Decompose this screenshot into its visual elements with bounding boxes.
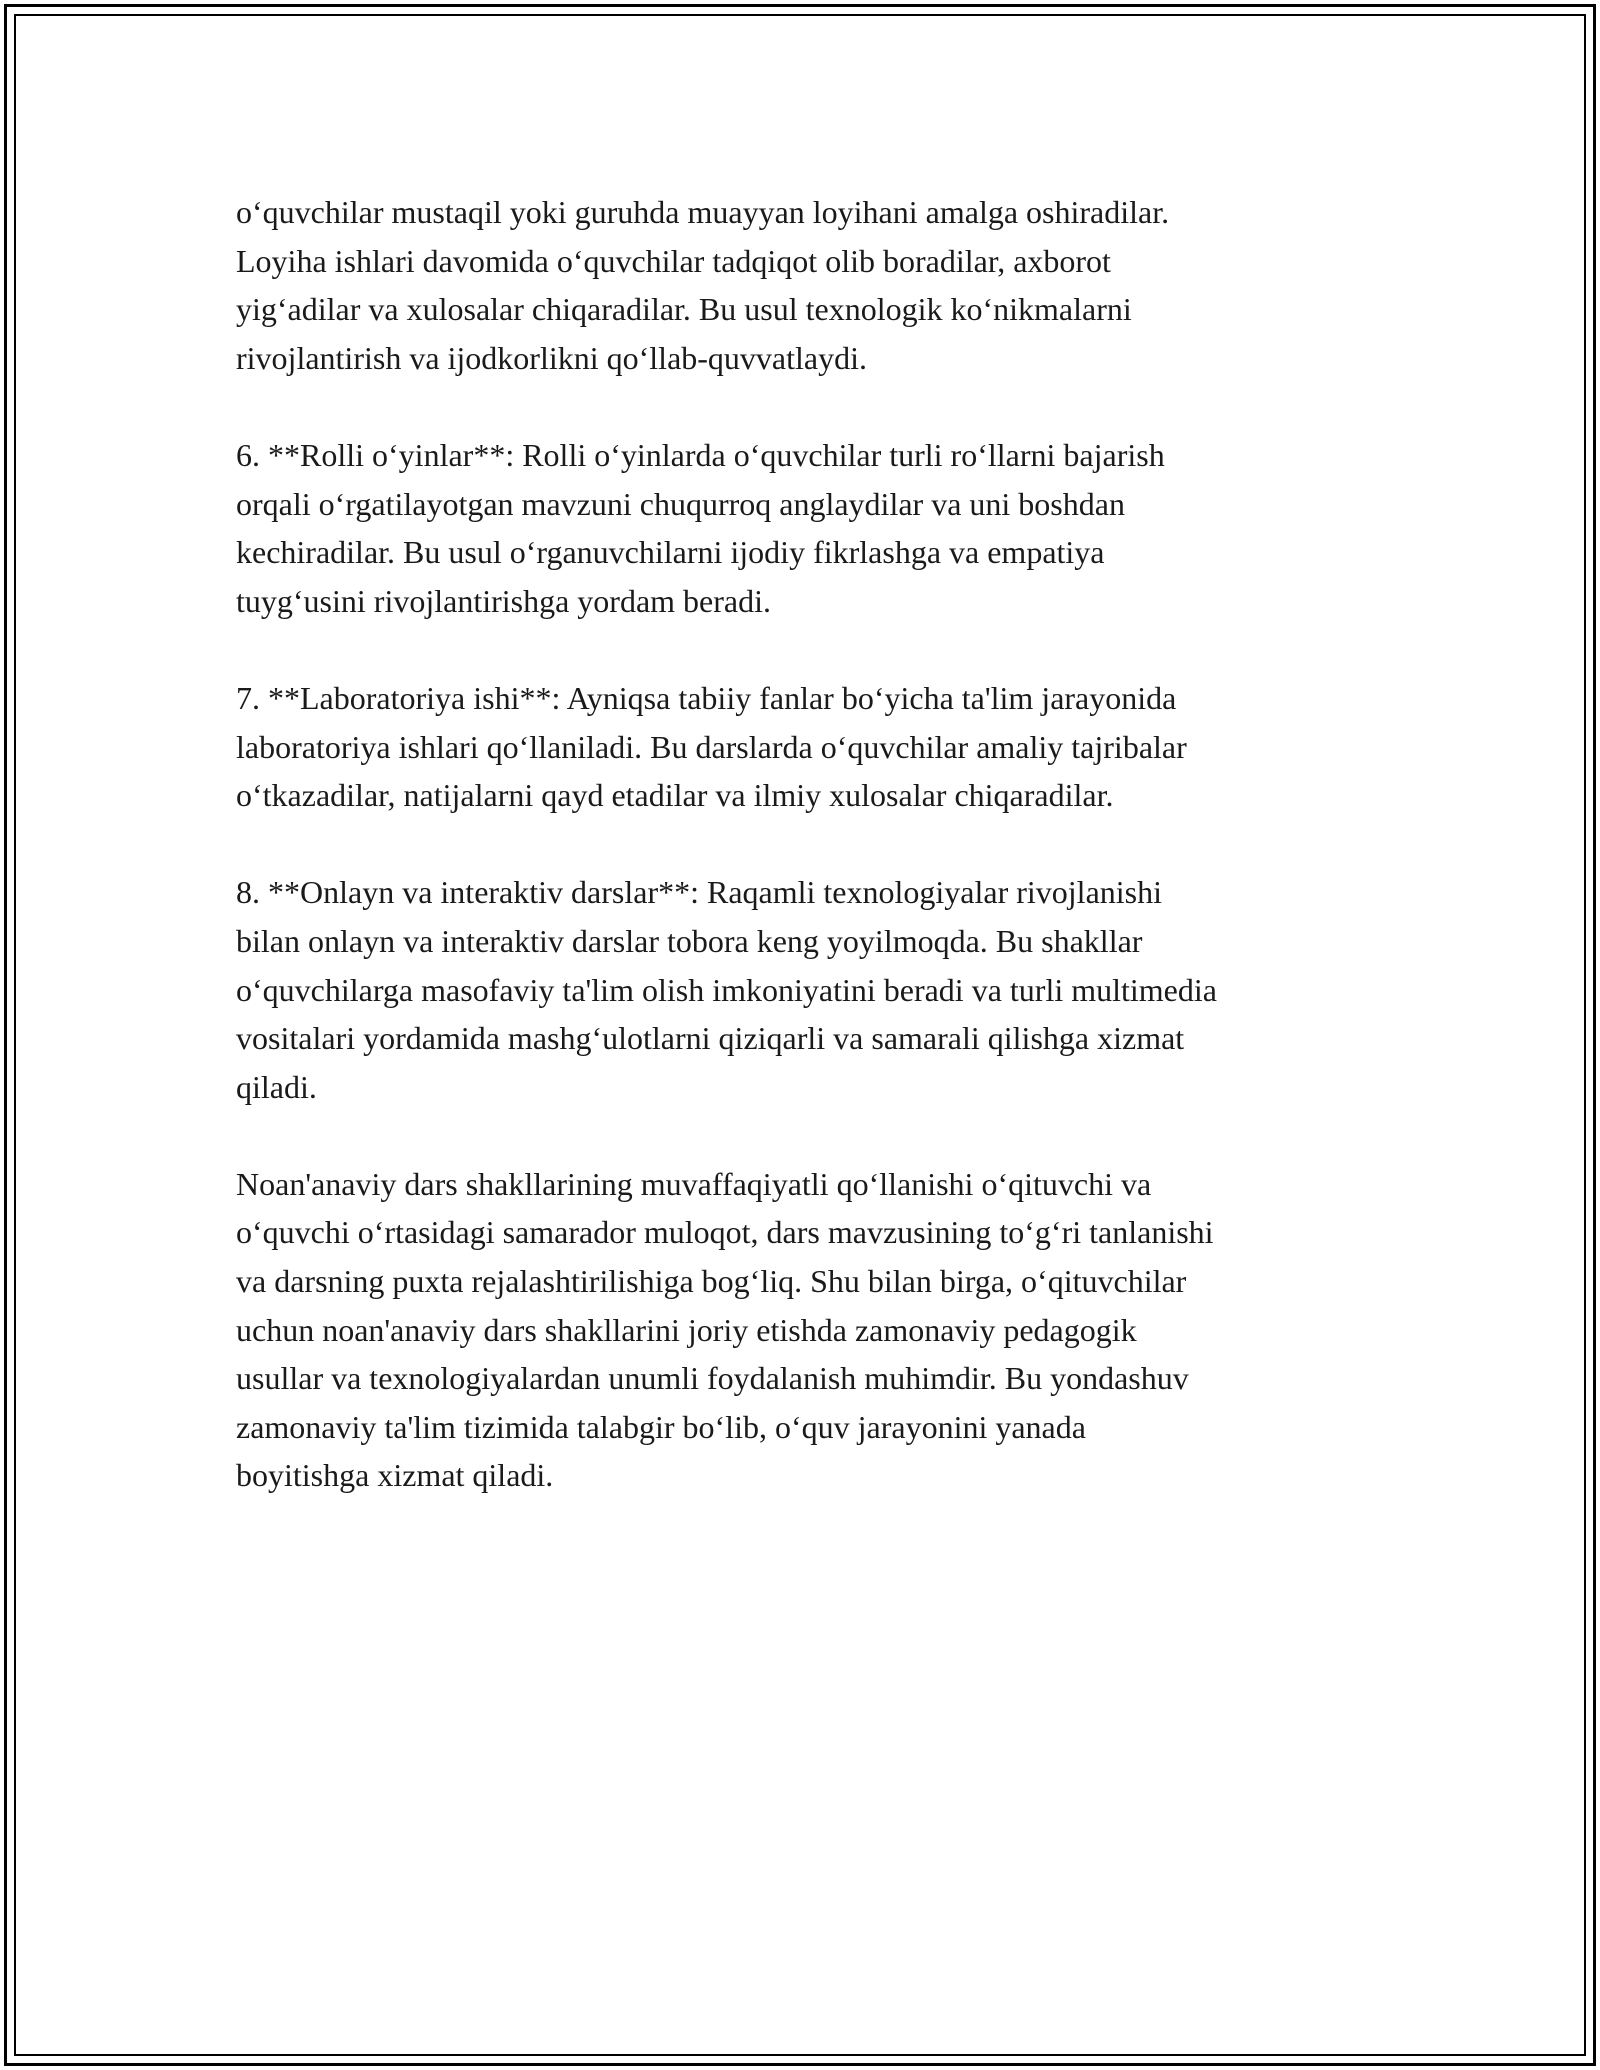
text-line: uchun noan'anaviy dars shakllarini joriy etishda zamonaviy pedagogik — [236, 1311, 1137, 1348]
text-line: zamonaviy ta'lim tizimida talabgir bo‘lib, o‘quv jarayonini yanada — [236, 1408, 1086, 1445]
text-line: o‘tkazadilar, natijalarni qayd etadilar va ilmiy xulosalar chiqaradilar. — [236, 777, 1114, 814]
text-line: o‘quvchilar mustaqil yoki guruhda muayyan loyihani amalga oshiradilar. — [236, 194, 1170, 230]
text-line: qiladi. — [236, 1068, 317, 1105]
text-line: usullar va texnologiyalardan unumli foydalanish muhimdir. Bu yondashuv — [236, 1360, 1189, 1397]
text-line: vositalari yordamida mashg‘ulotlarni qiziqarli va samarali qilishga xizmat — [236, 1020, 1185, 1057]
paragraph-project-method — [236, 188, 1376, 382]
text-line: laboratoriya ishlari qo‘llaniladi. Bu darslarda o‘quvchilar amaliy tajribalar — [236, 728, 1187, 765]
text-line: boyitishga xizmat qiladi. — [236, 1457, 554, 1494]
paragraph-role-play — [236, 431, 1376, 625]
paragraph-online-lessons — [236, 868, 1376, 1111]
text-line: bilan onlayn va interaktiv darslar tobora keng yoyilmoqda. Bu shakllar — [236, 922, 1143, 959]
text-line: kechiradilar. Bu usul o‘rganuvchilarni ijodiy fikrlashga va empatiya — [236, 534, 1105, 571]
text-line: o‘quvchilarga masofaviy ta'lim olish imkoniyatini beradi va turli multimedia — [236, 971, 1217, 1008]
paragraph-laboratory-work — [236, 674, 1376, 820]
text-line: 8. **Onlayn va interaktiv darslar**: Raqamli texnologiyalar rivojlanishi — [236, 874, 1162, 911]
text-line: Loyiha ishlari davomida o‘quvchilar tadqiqot olib boradilar, axborot — [236, 242, 1111, 279]
text-line: orqali o‘rgatilayotgan mavzuni chuqurroq anglaydilar va uni boshdan — [236, 485, 1125, 522]
text-line: o‘quvchi o‘rtasidagi samarador muloqot, dars mavzusining to‘g‘ri tanlanishi — [236, 1214, 1214, 1251]
text-line: Noan'anaviy dars shakllarining muvaffaqiyatli qo‘llanishi o‘qituvchi va — [236, 1165, 1152, 1202]
text-line: 7. **Laboratoriya ishi**: Ayniqsa tabiiy fanlar bo‘yicha ta'lim jarayonida — [236, 679, 1177, 716]
paragraph-conclusion — [236, 1160, 1376, 1500]
text-line: 6. **Rolli o‘yinlar**: Rolli o‘yinlarda o‘quvchilar turli ro‘llarni bajarish — [236, 436, 1165, 473]
text-line: rivojlantirish va ijodkorlikni qo‘llab-quvvatlaydi. — [236, 339, 867, 376]
document-body — [236, 188, 1376, 1549]
text-line: tuyg‘usini rivojlantirishga yordam beradi. — [236, 582, 771, 619]
text-line: yig‘adilar va xulosalar chiqaradilar. Bu usul texnologik ko‘nikmalarni — [236, 291, 1132, 328]
text-line: va darsning puxta rejalashtirilishiga bog‘liq. Shu bilan birga, o‘qituvchilar — [236, 1263, 1187, 1300]
